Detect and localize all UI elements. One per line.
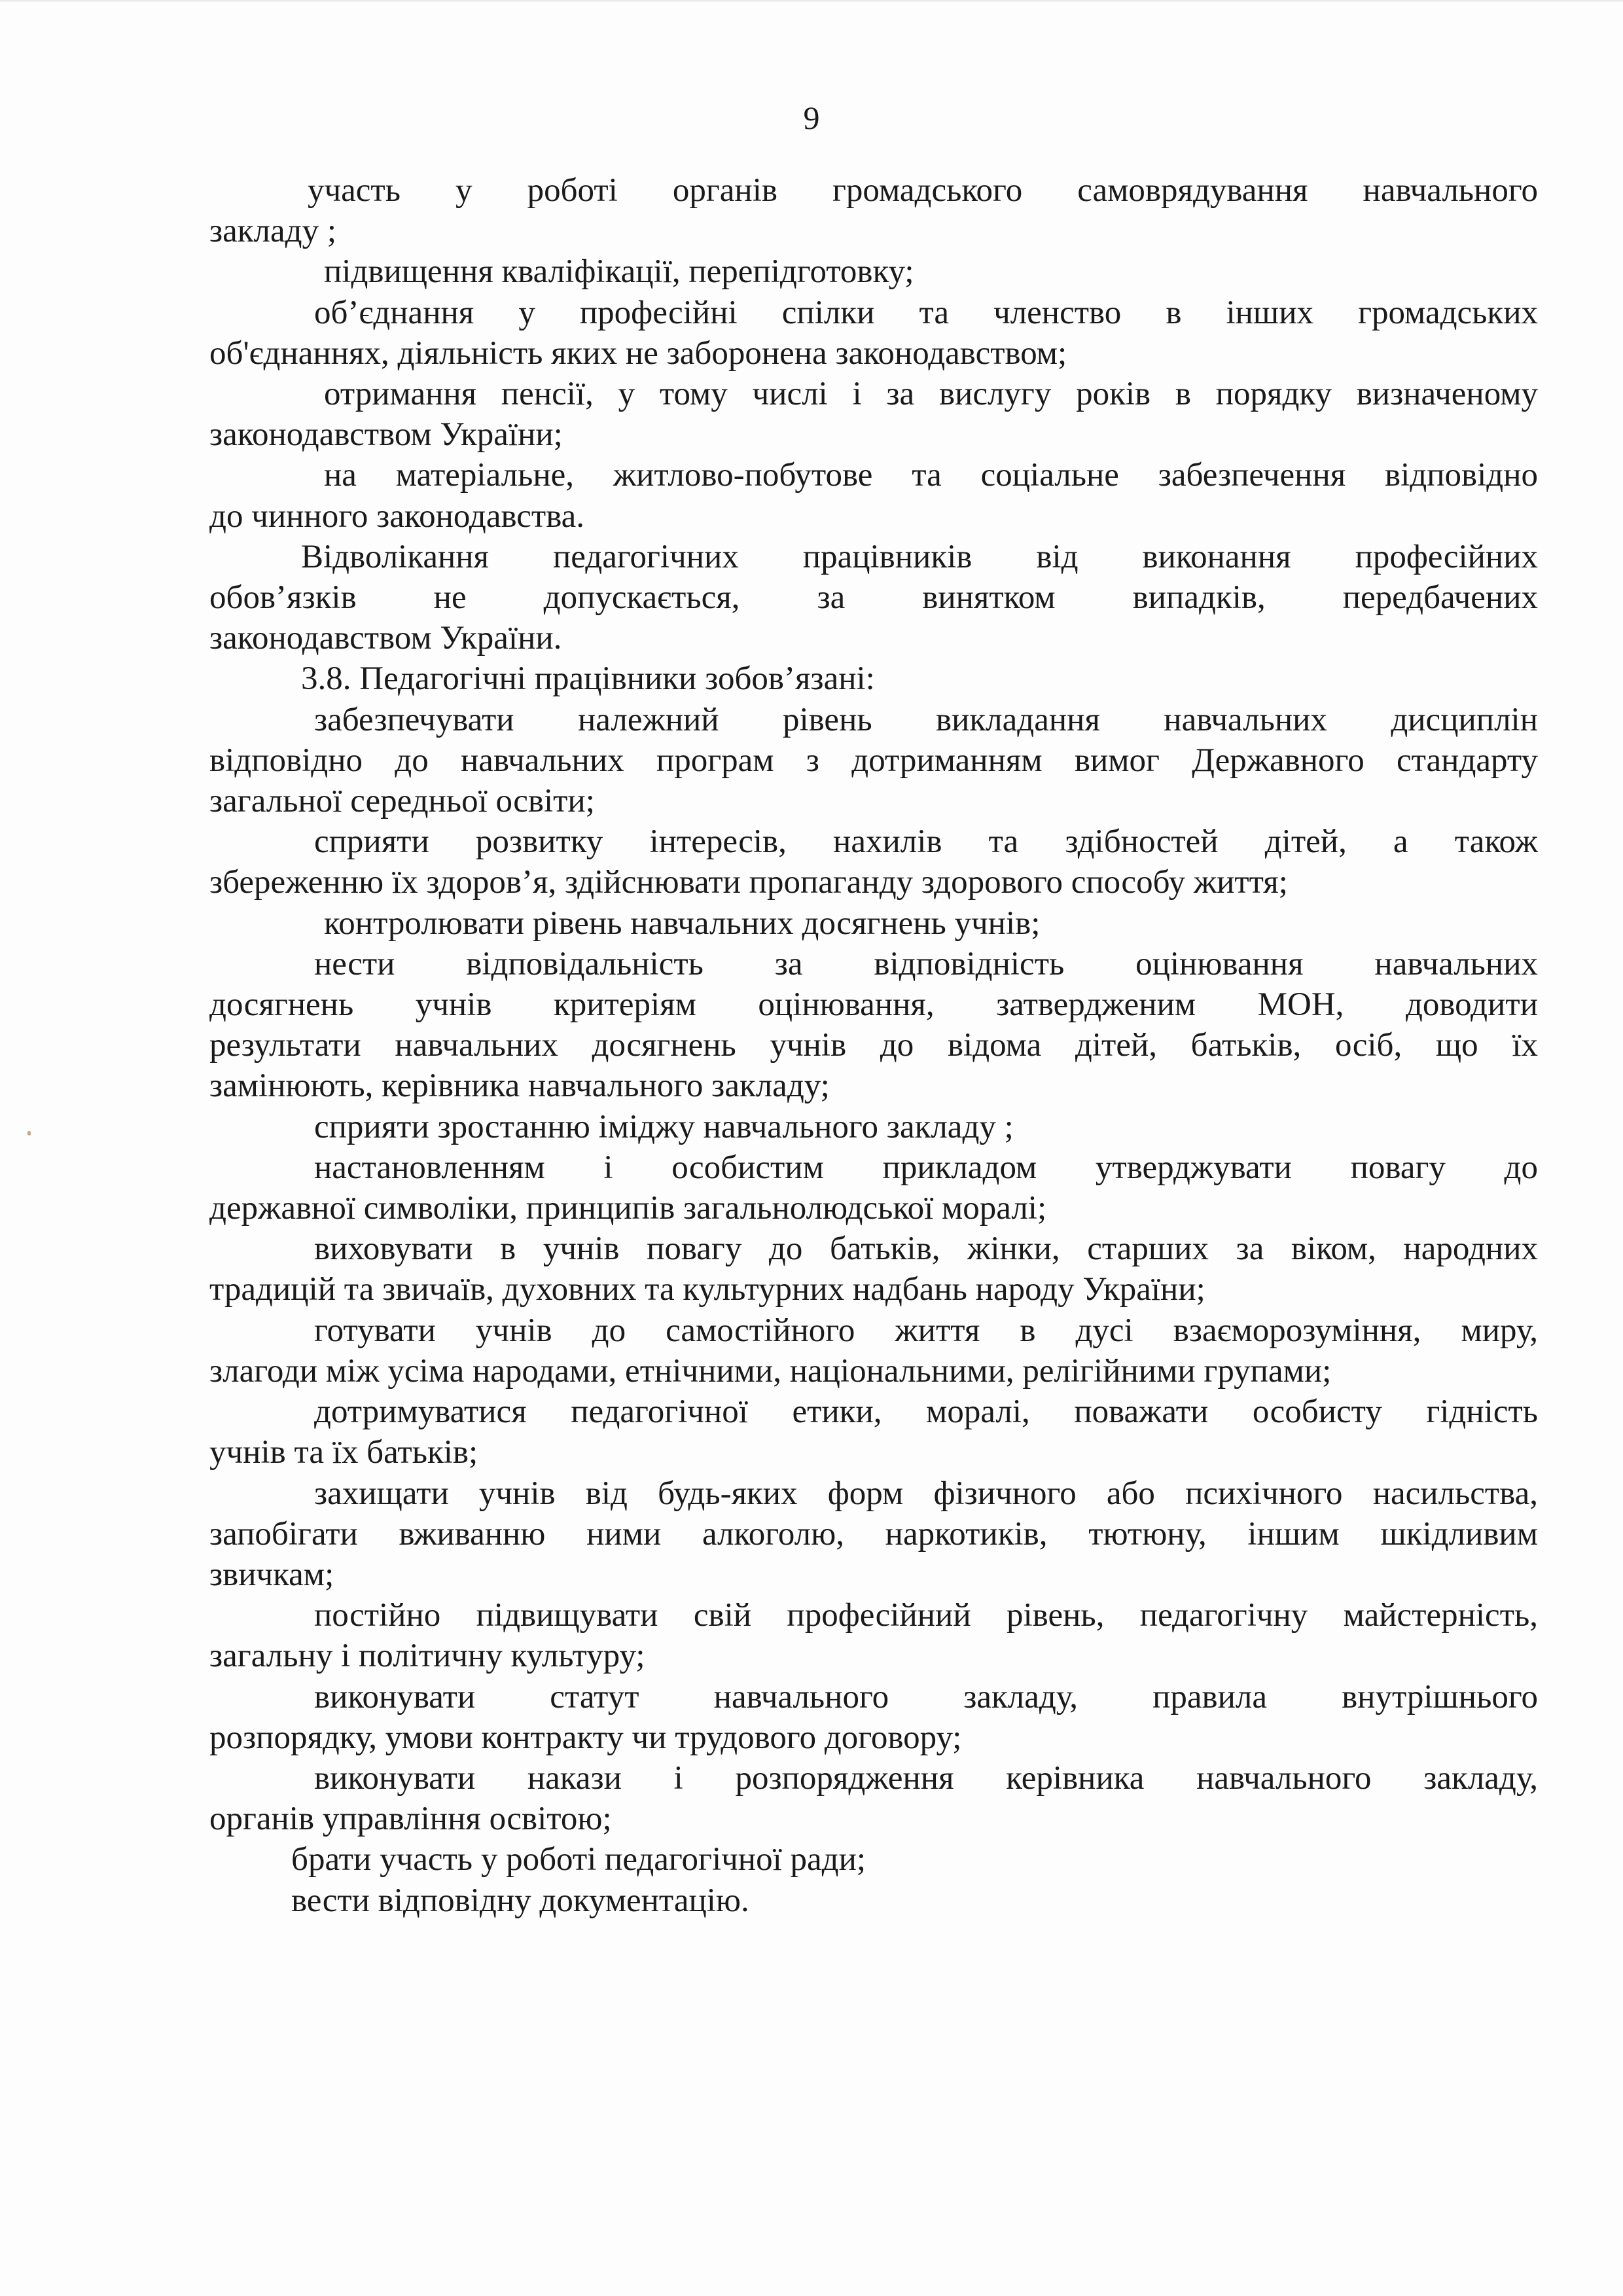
paragraph <box>209 1880 1538 1921</box>
text-line: запобігати вживанню ними алкоголю, наркотиків, тютюну, іншим шкідливим <box>209 1515 1538 1552</box>
text-line: сприяти зростанню іміджу навчального закладу ; <box>314 1108 1014 1145</box>
paragraph <box>209 455 1538 536</box>
text-line: Відволікання педагогічних працівників від виконання професійних <box>301 538 1538 575</box>
paragraph <box>209 1391 1538 1473</box>
page-number: 9 <box>803 99 820 136</box>
text-line: законодавством України; <box>209 416 563 454</box>
text-line: сприяти розвитку інтересів, нахилів та здібностей дітей, а також <box>314 823 1538 861</box>
paragraph <box>209 1107 1538 1147</box>
paragraph <box>209 1839 1538 1880</box>
text-line: брати участь у роботі педагогічної ради; <box>291 1841 866 1878</box>
paragraph <box>209 821 1538 903</box>
paragraph <box>209 944 1538 1107</box>
paragraph <box>209 1595 1538 1676</box>
text-line: відповідно до навчальних програм з дотриманням вимог Державного стандарту <box>209 742 1538 779</box>
text-line: досягнень учнів критеріям оцінювання, затвердженим МОН, доводити <box>209 986 1538 1024</box>
text-line: об'єднаннях, діяльність яких не заборонена законодавством; <box>209 334 1067 372</box>
text-line: законодавством України. <box>209 620 562 657</box>
text-line: 3.8. Педагогічні працівники зобов’язані: <box>301 660 875 698</box>
paragraph <box>209 1758 1538 1839</box>
text-line: виконувати статут навчального закладу, правила внутрішнього <box>314 1678 1538 1715</box>
text-line: настановленням і особистим прикладом утверджувати повагу до <box>314 1149 1538 1186</box>
text-line: обов’язків не допускається, за винятком випадків, передбачених <box>209 579 1538 617</box>
text-line: на матеріальне, житлово-побутове та соціальне забезпечення відповідно <box>324 457 1538 494</box>
text-line: розпорядку, умови контракту чи трудового договору; <box>209 1719 962 1756</box>
paragraph <box>209 903 1538 944</box>
scan-speck <box>27 1131 31 1136</box>
text-line: готувати учнів до самостійного життя в дусі взаєморозуміння, миру, <box>314 1312 1538 1349</box>
text-line: збереженню їх здоров’я, здійснювати пропаганду здорового способу життя; <box>209 864 1288 901</box>
paragraph <box>209 700 1538 822</box>
document-body <box>209 170 1538 1921</box>
paragraph <box>209 1310 1538 1391</box>
scan-edge <box>0 0 1623 3</box>
text-line: участь у роботі органів громадського самоврядування навчального <box>308 172 1538 209</box>
text-line: підвищення кваліфікації, перепідготовку; <box>324 253 914 291</box>
text-line: вести відповідну документацію. <box>291 1882 749 1919</box>
text-line: загальної середньої освіти; <box>209 783 595 820</box>
text-line: захищати учнів від будь-яких форм фізичного або психічного насильства, <box>314 1475 1538 1512</box>
paragraph <box>209 1473 1538 1596</box>
text-line: об’єднання у професійні спілки та членство в інших громадських <box>314 294 1538 331</box>
text-line: контролювати рівень навчальних досягнень учнів; <box>324 905 1041 942</box>
text-line: злагоди між усіма народами, етнічними, національними, релігійними групами; <box>209 1352 1332 1390</box>
text-line: забезпечувати належний рівень викладання навчальних дисциплін <box>314 701 1538 738</box>
paragraph <box>209 1147 1538 1229</box>
paragraph <box>209 1229 1538 1310</box>
text-line: державної символіки, принципів загальнолюдської моралі; <box>209 1190 1047 1227</box>
paragraph <box>209 251 1538 292</box>
text-line: учнів та їх батьків; <box>209 1434 478 1471</box>
text-line: до чинного законодавства. <box>209 497 585 535</box>
text-line: замінюють, керівника навчального закладу; <box>209 1067 830 1105</box>
text-line: виконувати накази і розпорядження керівника навчального закладу, <box>314 1759 1538 1797</box>
text-line: постійно підвищувати свій професійний рівень, педагогічну майстерність, <box>314 1597 1538 1634</box>
text-line: закладу ; <box>209 213 337 250</box>
paragraph <box>209 293 1538 374</box>
paragraph <box>209 170 1538 251</box>
text-line: звичкам; <box>209 1556 334 1593</box>
text-line: нести відповідальність за відповідність оцінювання навчальних <box>314 945 1538 982</box>
paragraph <box>209 374 1538 455</box>
section-heading <box>209 658 1538 699</box>
paragraph <box>209 537 1538 659</box>
paragraph <box>209 1677 1538 1758</box>
text-line: загальну і політичну культуру; <box>209 1638 645 1675</box>
text-line: результати навчальних досягнень учнів до відома дітей, батьків, осіб, що їх <box>209 1027 1538 1064</box>
text-line: отримання пенсії, у тому числі і за вислугу років в порядку визначеному <box>324 376 1538 413</box>
text-line: традицій та звичаїв, духовних та культурних надбань народу України; <box>209 1271 1205 1308</box>
text-line: дотримуватися педагогічної етики, моралі, поважати особисту гідність <box>314 1393 1538 1431</box>
text-line: виховувати в учнів повагу до батьків, жінки, старших за віком, народних <box>314 1230 1538 1268</box>
text-line: органів управління освітою; <box>209 1801 612 1838</box>
